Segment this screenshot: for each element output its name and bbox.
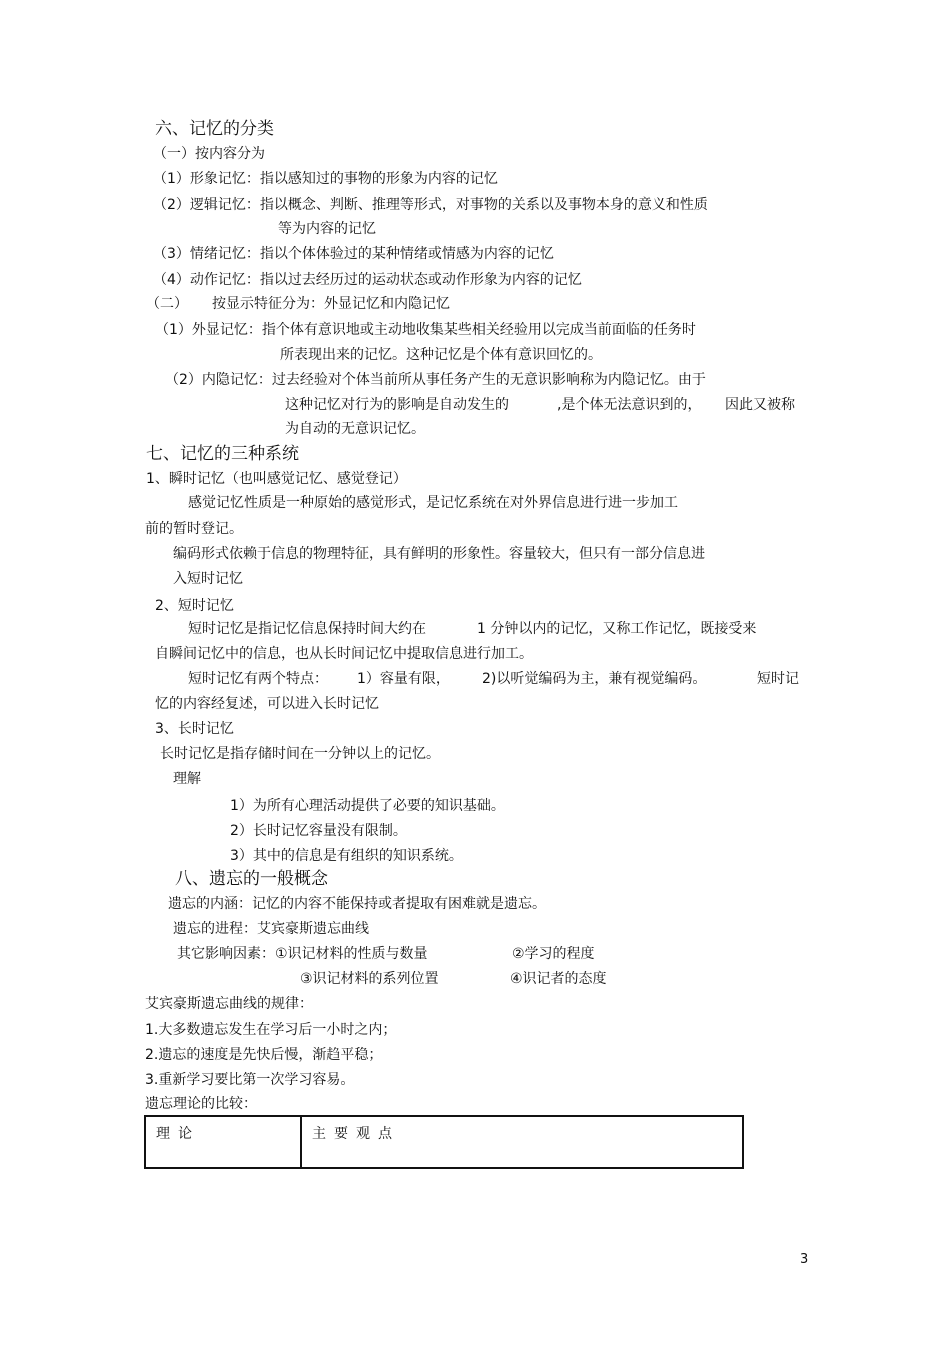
long-term-memory-heading: 3、长时记忆: [155, 721, 234, 737]
implicit-memory-cont-1: 这种记忆对行为的影响是自动发生的: [285, 397, 509, 413]
short-term-memory-p2-b: 1）容量有限，: [357, 671, 450, 687]
sensory-memory-p2-cont: 入短时记忆: [173, 571, 243, 587]
sensory-memory-p1-cont: 前的暂时登记。: [145, 521, 243, 537]
section6-sub2-marker: （二）: [146, 296, 188, 312]
implicit-memory-cont-3: 因此又被称: [725, 397, 795, 413]
ebbinghaus-rule-1: 1.大多数遗忘发生在学习后一小时之内；: [145, 1022, 397, 1038]
table-row: [145, 1116, 743, 1168]
implicit-memory-cont-4: 为自动的无意识记忆。: [285, 421, 425, 437]
section6-item2: （2）逻辑记忆：指以概念、判断、推理等形式，对事物的关系以及事物本身的意义和性质: [153, 197, 708, 213]
long-term-memory-def: 长时记忆是指存储时间在一分钟以上的记忆。: [160, 746, 440, 762]
long-term-memory-point2: 2）长时记忆容量没有限制。: [230, 823, 407, 839]
explicit-memory: （1）外显记忆：指个体有意识地或主动地收集某些相关经验用以完成当前面临的任务时: [155, 322, 696, 338]
table-header-main-points: 主要观点: [301, 1116, 743, 1168]
section6-sub1: （一）按内容分为: [153, 146, 265, 162]
theory-comparison-table: [144, 1115, 744, 1169]
page-number: 3: [800, 1252, 809, 1267]
sensory-memory-p2: 编码形式依赖于信息的物理特征，具有鲜明的形象性。容量较大，但只有一部分信息进: [173, 546, 705, 562]
short-term-memory-p1-b: 1 分钟以内的记忆，又称工作记忆，既接受来: [477, 621, 757, 637]
other-factors-2: ②学习的程度: [512, 946, 595, 962]
ebbinghaus-rule-2: 2.遗忘的速度是先快后慢，渐趋平稳；: [145, 1047, 383, 1063]
short-term-memory-p2-d: 短时记: [757, 671, 799, 687]
section8-title: 八、遗忘的一般概念: [175, 869, 328, 889]
section6-title: 六、记忆的分类: [155, 119, 274, 139]
short-term-memory-p2-c: 2)以听觉编码为主，兼有视觉编码。: [482, 671, 707, 687]
section7-title: 七、记忆的三种系统: [146, 444, 299, 464]
forgetting-definition: 遗忘的内涵：记忆的内容不能保持或者提取有困难就是遗忘。: [168, 896, 546, 912]
section6-sub2: 按显示特征分为：外显记忆和内隐记忆: [212, 296, 450, 312]
sensory-memory-p1: 感觉记忆性质是一种原始的感觉形式，是记忆系统在对外界信息进行进一步加工: [188, 495, 678, 511]
long-term-memory-point1: 1）为所有心理活动提供了必要的知识基础。: [230, 798, 505, 814]
implicit-memory-cont-2: ,是个体无法意识到的，: [557, 397, 702, 413]
short-term-memory-p2-cont: 忆的内容经复述，可以进入长时记忆: [155, 696, 379, 712]
table-header-theory: 理论: [145, 1116, 301, 1168]
section6-item2-cont: 等为内容的记忆: [278, 221, 376, 237]
implicit-memory: （2）内隐记忆：过去经验对个体当前所从事任务产生的无意识影响称为内隐记忆。由于: [165, 372, 706, 388]
explicit-memory-cont: 所表现出来的记忆。这种记忆是个体有意识回忆的。: [280, 347, 602, 363]
long-term-memory-understand: 理解: [173, 771, 201, 787]
ebbinghaus-rules-title: 艾宾豪斯遗忘曲线的规律：: [145, 996, 313, 1012]
short-term-memory-p1-cont: 自瞬间记忆中的信息，也从长时间记忆中提取信息进行加工。: [155, 646, 533, 662]
other-factors-1: 其它影响因素：①识记材料的性质与数量: [177, 946, 428, 962]
short-term-memory-p1-a: 短时记忆是指记忆信息保持时间大约在: [188, 621, 426, 637]
section6-item4: （4）动作记忆：指以过去经历过的运动状态或动作形象为内容的记忆: [153, 272, 582, 288]
short-term-memory-p2-a: 短时记忆有两个特点：: [188, 671, 328, 687]
other-factors-3: ③识记材料的系列位置: [300, 971, 439, 987]
ebbinghaus-rule-3: 3.重新学习要比第一次学习容易。: [145, 1072, 355, 1088]
short-term-memory-heading: 2、短时记忆: [155, 598, 234, 614]
other-factors-4: ④识记者的态度: [510, 971, 607, 987]
section6-item3: （3）情绪记忆：指以个体体验过的某种情绪或情感为内容的记忆: [153, 246, 554, 262]
long-term-memory-point3: 3）其中的信息是有组织的知识系统。: [230, 848, 463, 864]
forgetting-process: 遗忘的进程：艾宾豪斯遗忘曲线: [173, 921, 369, 937]
section6-item1: （1）形象记忆：指以感知过的事物的形象为内容的记忆: [153, 171, 498, 187]
theory-comparison-title: 遗忘理论的比较：: [145, 1096, 257, 1112]
sensory-memory-heading: 1、瞬时记忆（也叫感觉记忆、感觉登记）: [146, 471, 407, 487]
